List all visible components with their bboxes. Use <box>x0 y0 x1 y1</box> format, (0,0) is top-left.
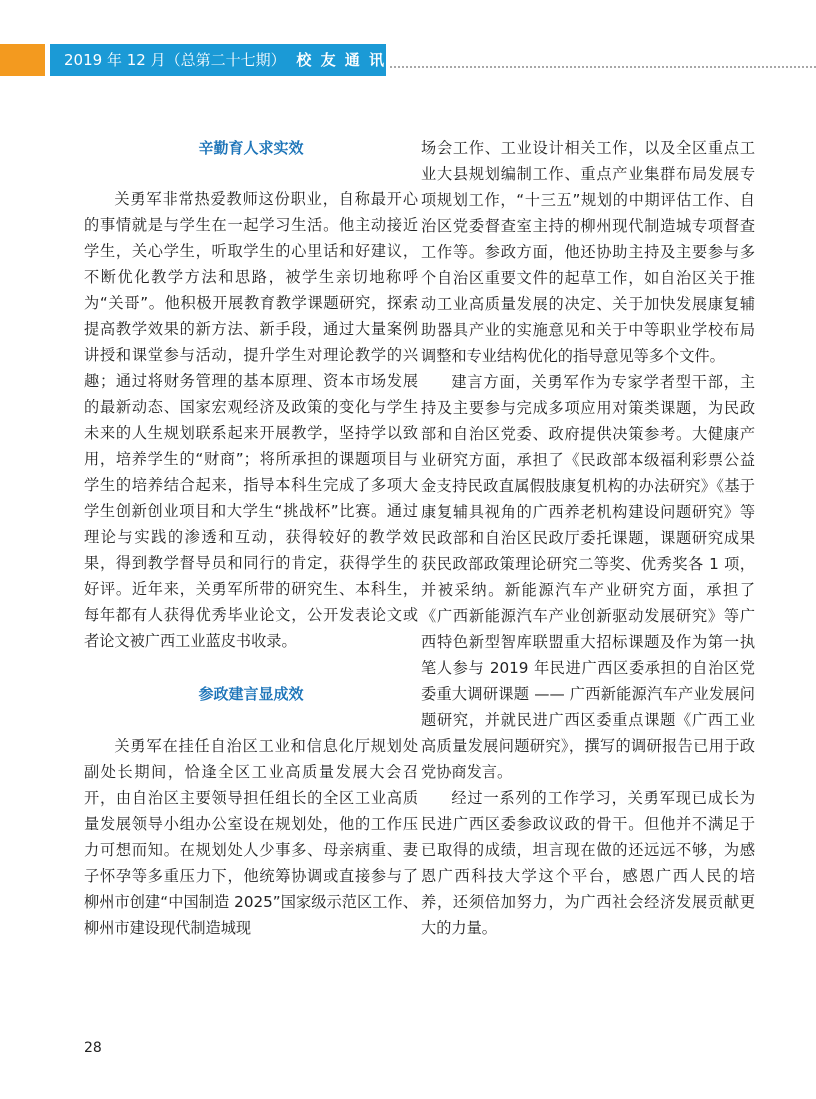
section-title-politics: 参政建言显成效 <box>198 685 304 703</box>
header-accent-block <box>0 44 45 76</box>
page-number: 28 <box>84 1040 102 1056</box>
right-column <box>421 135 755 941</box>
section-title-teaching: 辛勤育人求实效 <box>198 139 304 157</box>
paragraph-politics: 关勇军在挂任自治区工业和信息化厅规划处副处长期间，恰逢全区工业高质量发展大会召开，由自治区主要领导担任组长的全区工业高质量发展领导小组办公室设在规划处，他的工作压力可想而知。在规划处人少事多、母亲病重、妻子怀孕等多重压力下，他统筹协调或直接参与了柳州市创建“中国制造 2025”国家级示范区工作、柳州市建设现代制造城现 <box>84 737 418 937</box>
header-dotted-rule <box>390 66 816 68</box>
left-column <box>84 133 418 941</box>
paragraph-advice: 建言方面，关勇军作为专家学者型干部，主持及主要参与完成多项应用对策类课题，为民政部和自治区党委、政府提供决策参考。大健康产业研究方面，承担了《民政部本级福利彩票公益金支持民政直属假肢康复机构的办法研究》《基于康复辅具视角的广西养老机构建设问题研究》等民政部和自治区民政厅委托课题，课题研究成果获民政部政策理论研究二等奖、优秀奖各 1 项，并被采纳。新能源汽车产业研究方面，承担了《广西新能源汽车产业创新驱动发展研究》等广西特色新型智库联盟重大招标课题及作为第一执笔人参与 2019 年民进广西区委承担的自治区党委重大调研课题 —— 广西新能源汽车产业发展问题研究，并就民进广西区委重点课题《广西工业高质量发展问题研究》，撰写的调研报告已用于政党协商发言。 <box>421 373 755 781</box>
running-header <box>50 44 386 76</box>
paragraph-teaching: 关勇军非常热爱教师这份职业，自称最开心的事情就是与学生在一起学习生活。他主动接近学生，关心学生，听取学生的心里话和好建议，不断优化教学方法和思路，被学生亲切地称呼为“关哥”。他积极开展教育教学课题研究，探索提高教学效果的新方法、新手段，通过大量案例讲授和课堂参与活动，提升学生对理论教学的兴趣；通过将财务管理的基本原理、资本市场发展的最新动态、国家宏观经济及政策的变化与学生未来的人生规划联系起来开展教学，坚持学以致用，培养学生的“财商”；将所承担的课题项目与学生的培养结合起来，指导本科生完成了多项大学生创新创业项目和大学生“挑战杯”比赛。通过理论与实践的渗透和互动，获得较好的教学效果，得到教学督导员和同行的肯定，获得学生的好评。近年来，关勇军所带的研究生、本科生，每年都有人获得优秀毕业论文，公开发表论文或者论文被广西工业蓝皮书收录。 <box>84 190 418 650</box>
publication-title: 校 友 通 讯 <box>296 51 387 69</box>
issue-label: 2019 年 12 月（总第二十七期） <box>64 51 286 69</box>
paragraph-growth: 经过一系列的工作学习，关勇军现已成长为民进广西区委参政议政的骨干。但他并不满足于已取得的成绩，坦言现在做的还远远不够，为感恩广西科技大学这个平台，感恩广西人民的培养，还须倍加努力，为广西社会经济发展贡献更大的力量。 <box>421 789 755 937</box>
paragraph-politics-continued: 场会工作、工业设计相关工作，以及全区重点工业大县规划编制工作、重点产业集群布局发展专项规划工作，“十三五”规划的中期评估工作、自治区党委督查室主持的柳州现代制造城专项督查工作等。参政方面，他还协助主持及主要参与多个自治区重要文件的起草工作，如自治区关于推动工业高质量发展的决定、关于加快发展康复辅助器具产业的实施意见和关于中等职业学校布局调整和专业结构优化的指导意见等多个文件。 <box>421 139 755 365</box>
